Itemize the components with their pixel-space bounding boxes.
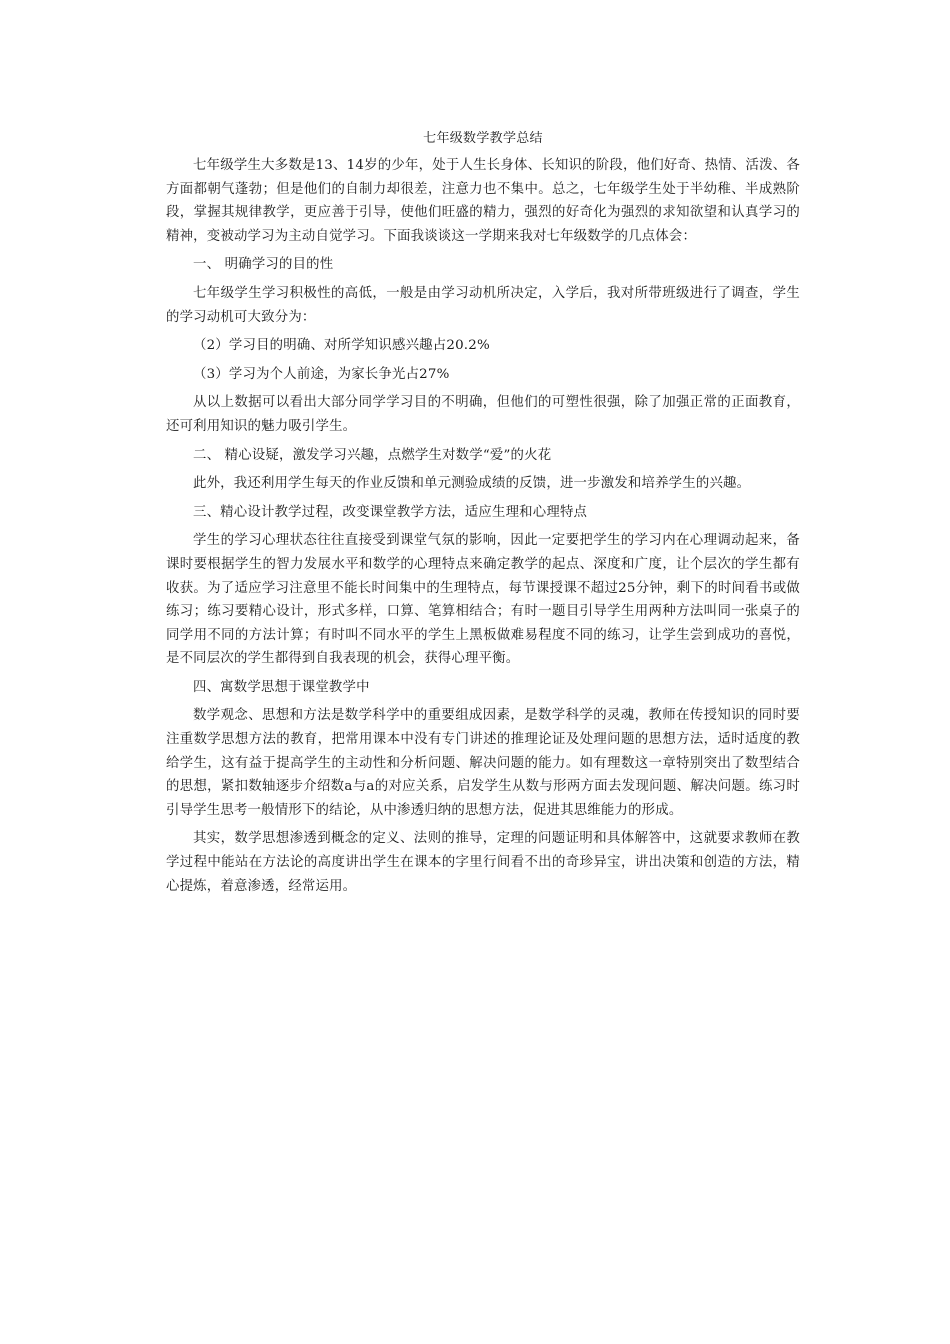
section-1-item-2: （2）学习目的明确、对所学知识感兴趣占20.2%	[193, 338, 490, 354]
section-3-heading: 三、精心设计教学过程，改变课堂教学方法，适应生理和心理特点	[193, 504, 588, 520]
section-2-heading: 二、 精心设疑，激发学习兴趣，点燃学生对数学“爱”的火花	[193, 447, 552, 463]
document-page	[166, 128, 800, 903]
section-2-paragraph: 此外，我还利用学生每天的作业反馈和单元测验成绩的反馈，进一步激发和培养学生的兴趣。	[193, 476, 751, 492]
section-3-paragraph: 学生的学习心理状态往往直接受到课堂气氛的影响，因此一定要把学生的学习内在心理调动起来，备课时要根据学生的智力发展水平和数学的心理特点来确定教学的起点、深度和广度，让个层次的学生都有收获。为了适应学习注意里不能长时间集中的生理特点，每节课授课不超过25分钟，剩下的时间看书或做练习；练习要精心设计，形式多样，口算、笔算相结合；有时一题目引导学生用两种方法叫同一张桌子的同学用不同的方法计算；有时叫不同水平的学生上黑板做难易程度不同的练习，让学生尝到成功的喜悦，是不同层次的学生都得到自我表现的机会，获得心理平衡。	[166, 533, 800, 667]
section-4-paragraph: 数学观念、思想和方法是数学科学中的重要组成因素，是数学科学的灵魂，教师在传授知识的同时要注重数学思想方法的教育，把常用课本中没有专门讲述的推理论证及处理问题的思想方法，适时适度的教给学生，这有益于提高学生的主动性和分析问题、解决问题的能力。如有理数这一章特别突出了数型结合的思想，紧扣数轴逐步介绍数a与a的对应关系，启发学生从数与形两方面去发现问题、解决问题。练习时引导学生思考一般情形下的结论，从中渗透归纳的思想方法，促进其思维能力的形成。	[166, 708, 800, 818]
section-4-conclusion: 其实，数学思想渗透到概念的定义、法则的推导，定理的问题证明和具体解答中，这就要求教师在教学过程中能站在方法论的高度讲出学生在课本的字里行间看不出的奇珍异宝，讲出决策和创造的方法，精心提炼，着意渗透，经常运用。	[166, 831, 800, 894]
intro-paragraph: 七年级学生大多数是13、14岁的少年，处于人生长身体、长知识的阶段，他们好奇、热情、活泼、各方面都朝气蓬勃；但是他们的自制力却很差，注意力也不集中。总之，七年级学生处于半幼稚、半成熟阶段，掌握其规律教学，更应善于引导，使他们旺盛的精力，强烈的好奇化为强烈的求知欲望和认真学习的精神，变被动学习为主动自觉学习。下面我谈谈这一学期来我对七年级数学的几点体会：	[166, 158, 800, 244]
section-1-paragraph: 七年级学生学习积极性的高低，一般是由学习动机所决定，入学后，我对所带班级进行了调查，学生的学习动机可大致分为：	[166, 285, 800, 325]
section-1-item-3: （3）学习为个人前途，为家长争光占27%	[193, 366, 450, 382]
section-1-heading: 一、 明确学习的目的性	[193, 257, 334, 273]
section-1-conclusion: 从以上数据可以看出大部分同学学习目的不明确，但他们的可塑性很强，除了加强正常的正面教育，还可利用知识的魅力吸引学生。	[166, 395, 800, 434]
section-4-heading: 四、寓数学思想于课堂教学中	[193, 679, 370, 695]
document-title: 七年级数学教学总结	[423, 131, 543, 146]
